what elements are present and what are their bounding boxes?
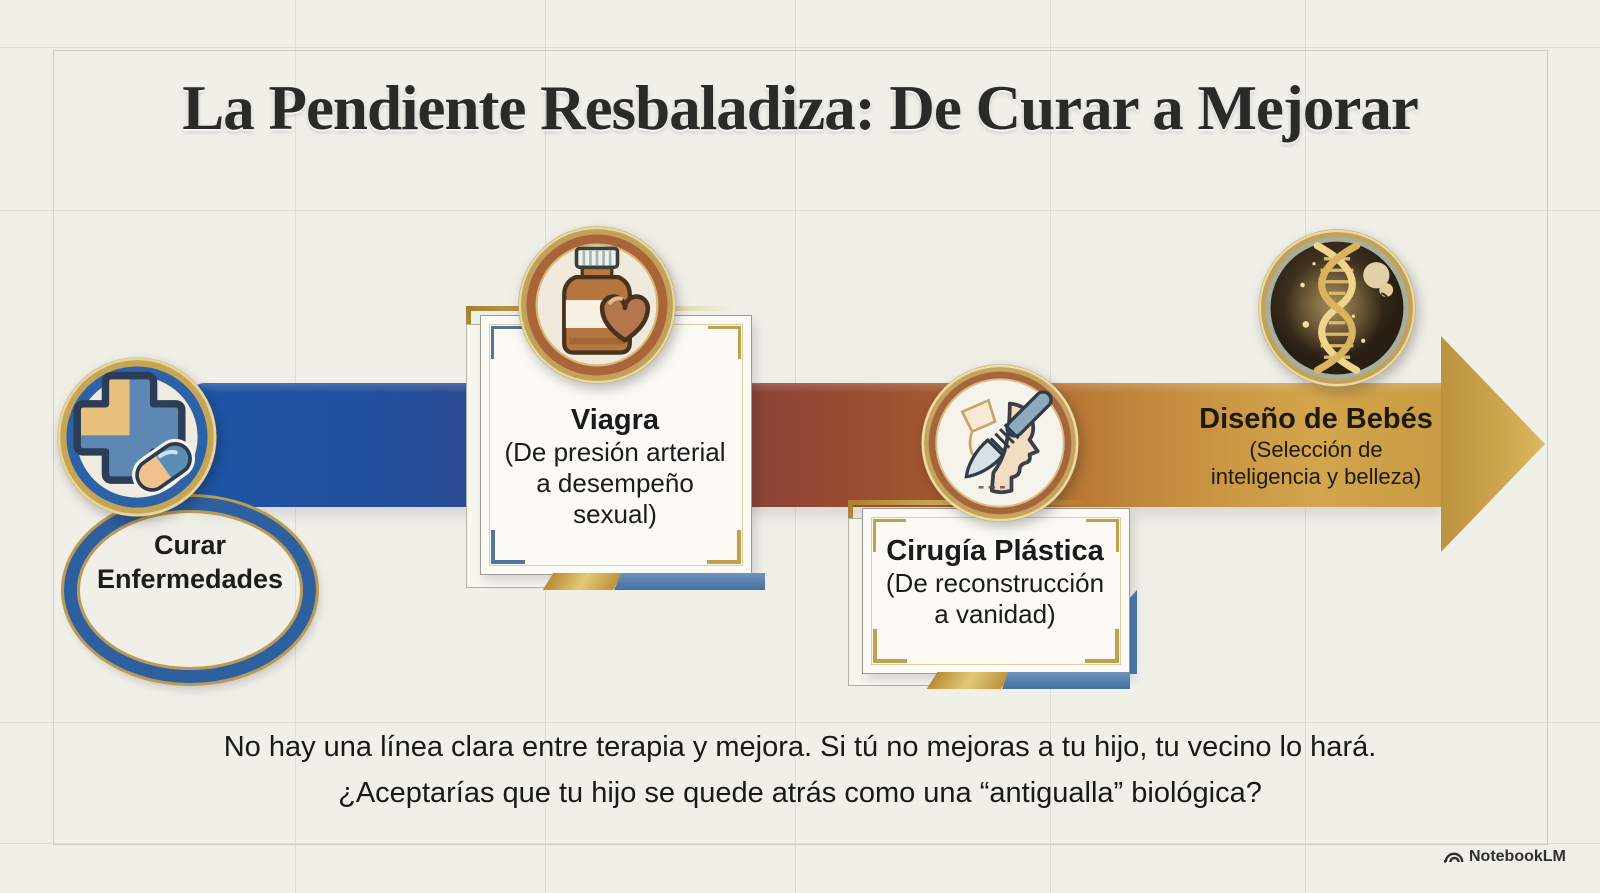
bracket-icon <box>873 629 907 663</box>
bracket-icon <box>708 326 741 359</box>
footer-caption-line1: No hay una línea clara entre terapia y mejora. Si tú no mejoras a tu hijo, tu vecino lo hará. <box>223 731 1377 763</box>
grid-line-horizontal <box>0 47 1600 48</box>
notebooklm-label: NotebookLM <box>1469 848 1566 865</box>
stage-cure-label <box>74 528 306 596</box>
pill-bottle-heart-icon <box>515 223 679 392</box>
dna-embryo-icon <box>1255 226 1419 395</box>
notebooklm-logo-icon <box>1444 849 1464 865</box>
stage-cure-label-line2: Enfermedades <box>96 564 284 594</box>
stage-viagra-sub3: sexual) <box>573 499 657 529</box>
stage-babies-sub1: (Selección de <box>1249 437 1383 462</box>
stage-surgery-label <box>862 535 1128 630</box>
page-title: La Pendiente Resbaladiza: De Curar a Mejorar <box>182 73 1418 143</box>
stage-viagra-label <box>480 404 750 530</box>
scalpel-face-icon <box>918 361 1082 530</box>
bracket-icon <box>491 530 525 564</box>
stage-surgery-title: Cirugía Plástica <box>886 535 1104 567</box>
card-viagra-ribbon-blue <box>614 573 765 590</box>
card-surgery-ribbon-blue <box>1002 672 1130 689</box>
stage-surgery-sub2: a vanidad) <box>934 599 1056 629</box>
stage-cure-label-line1: Curar <box>153 530 227 560</box>
stage-babies-label <box>1158 402 1474 490</box>
bracket-icon <box>707 530 741 564</box>
stage-surgery-sub1: (De reconstrucción <box>885 568 1105 598</box>
stage-viagra-sub1: (De presión arterial <box>504 437 726 467</box>
stage-babies-title: Diseño de Bebés <box>1199 403 1433 435</box>
bracket-icon <box>1085 629 1119 663</box>
card-viagra-ribbon-gold <box>543 573 624 590</box>
card-surgery-ribbon-gold <box>927 672 1012 689</box>
footer-caption <box>100 724 1500 816</box>
stage-viagra-sub2: a desempeño <box>536 468 694 498</box>
medical-cross-pill-icon <box>54 354 220 525</box>
notebooklm-watermark <box>1444 848 1566 866</box>
footer-caption-line2: ¿Aceptarías que tu hijo se quede atrás como una “antigualla” biológica? <box>338 777 1262 809</box>
stage-babies-sub2: inteligencia y belleza) <box>1210 464 1422 489</box>
stage-viagra-title: Viagra <box>570 404 660 436</box>
